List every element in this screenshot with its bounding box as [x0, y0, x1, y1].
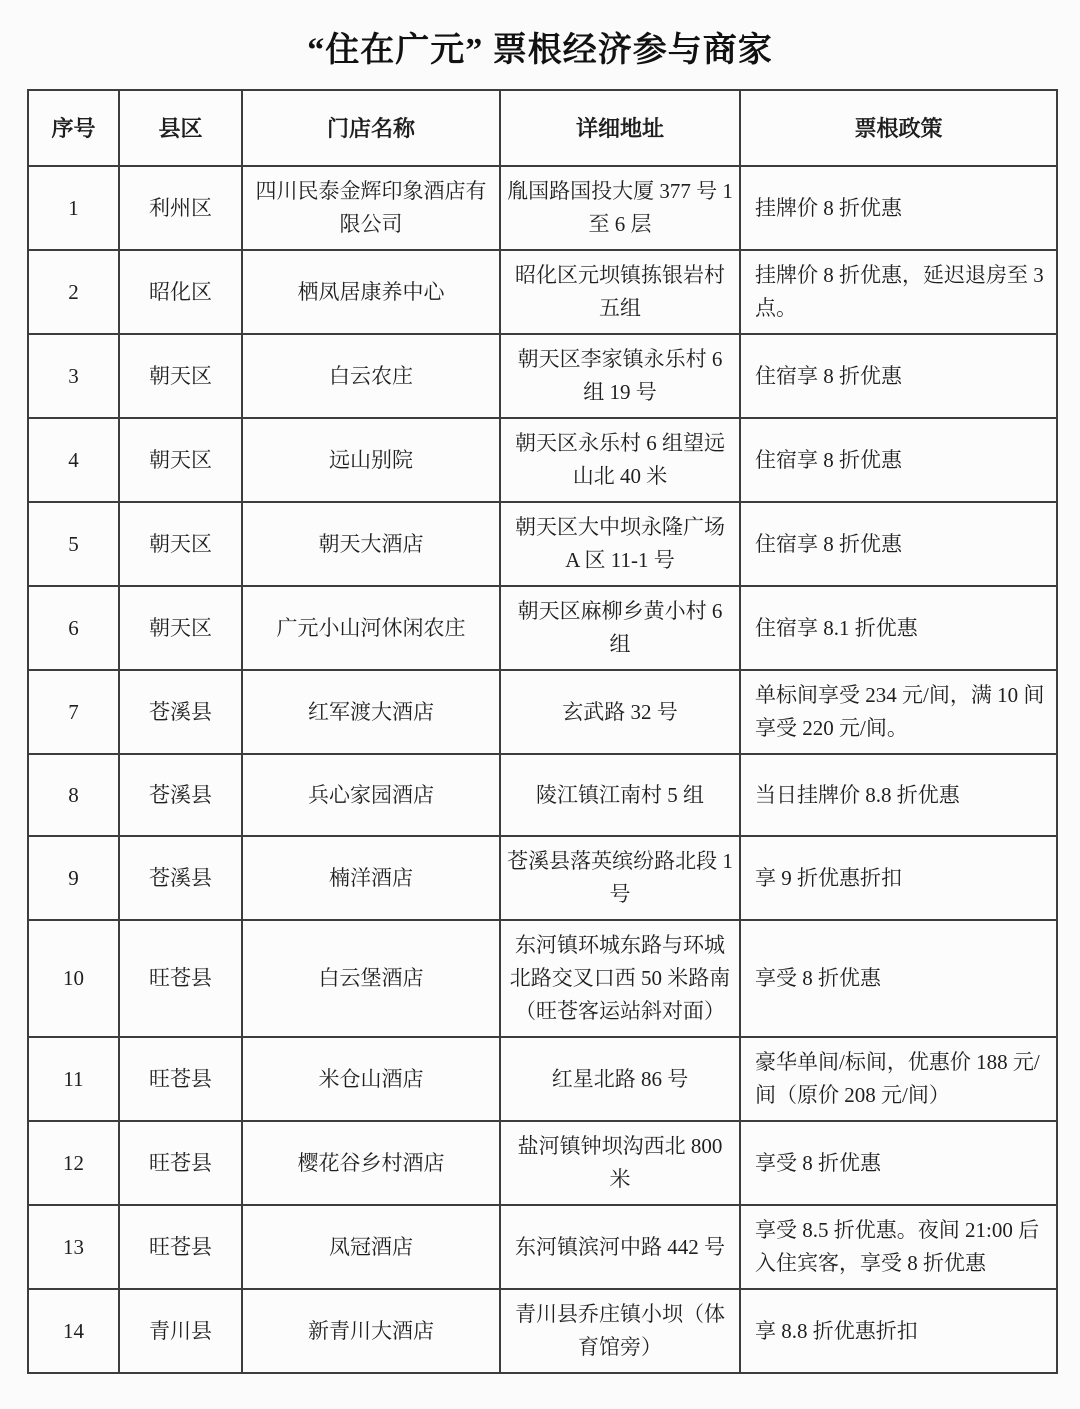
- cell-store-name: 广元小山河休闲农庄: [242, 586, 500, 670]
- cell-district: 利州区: [119, 166, 242, 250]
- header-address: 详细地址: [500, 90, 740, 166]
- cell-policy: 当日挂牌价 8.8 折优惠: [740, 754, 1057, 836]
- cell-district: 朝天区: [119, 418, 242, 502]
- cell-store-name: 红军渡大酒店: [242, 670, 500, 754]
- table-row: [28, 334, 1057, 418]
- cell-policy: 享受 8 折优惠: [740, 920, 1057, 1037]
- cell-store-name: 朝天大酒店: [242, 502, 500, 586]
- header-row: [28, 90, 1057, 166]
- cell-address: 朝天区大中坝永隆广场 A 区 11-1 号: [500, 502, 740, 586]
- page-title: “住在广元” 票根经济参与商家: [307, 32, 773, 69]
- table-row: [28, 250, 1057, 334]
- cell-address: 青川县乔庄镇小坝（体育馆旁）: [500, 1289, 740, 1373]
- table-row: [28, 586, 1057, 670]
- header-district: 县区: [119, 90, 242, 166]
- cell-serial-number: 2: [28, 250, 119, 334]
- cell-district: 昭化区: [119, 250, 242, 334]
- cell-policy: 单标间享受 234 元/间，满 10 间享受 220 元/间。: [740, 670, 1057, 754]
- header-name: 门店名称: [242, 90, 500, 166]
- cell-serial-number: 3: [28, 334, 119, 418]
- cell-district: 苍溪县: [119, 670, 242, 754]
- cell-address: 红星北路 86 号: [500, 1037, 740, 1121]
- table-row: [28, 754, 1057, 836]
- cell-store-name: 楠洋酒店: [242, 836, 500, 920]
- cell-address: 昭化区元坝镇拣银岩村五组: [500, 250, 740, 334]
- cell-store-name: 四川民泰金辉印象酒店有限公司: [242, 166, 500, 250]
- cell-serial-number: 7: [28, 670, 119, 754]
- cell-store-name: 白云农庄: [242, 334, 500, 418]
- cell-serial-number: 1: [28, 166, 119, 250]
- table-row: [28, 166, 1057, 250]
- cell-serial-number: 6: [28, 586, 119, 670]
- cell-serial-number: 5: [28, 502, 119, 586]
- cell-store-name: 樱花谷乡村酒店: [242, 1121, 500, 1205]
- table-row: [28, 1121, 1057, 1205]
- cell-address: 玄武路 32 号: [500, 670, 740, 754]
- cell-policy: 住宿享 8 折优惠: [740, 418, 1057, 502]
- cell-district: 旺苍县: [119, 1205, 242, 1289]
- cell-district: 朝天区: [119, 586, 242, 670]
- cell-district: 苍溪县: [119, 754, 242, 836]
- cell-serial-number: 8: [28, 754, 119, 836]
- cell-store-name: 白云堡酒店: [242, 920, 500, 1037]
- cell-address: 苍溪县落英缤纷路北段 1 号: [500, 836, 740, 920]
- header-no: 序号: [28, 90, 119, 166]
- cell-serial-number: 14: [28, 1289, 119, 1373]
- header-policy: 票根政策: [740, 90, 1057, 166]
- cell-store-name: 兵心家园酒店: [242, 754, 500, 836]
- table-row: [28, 836, 1057, 920]
- cell-district: 青川县: [119, 1289, 242, 1373]
- table-body: [28, 166, 1057, 1373]
- cell-address: 朝天区永乐村 6 组望远山北 40 米: [500, 418, 740, 502]
- cell-address: 朝天区李家镇永乐村 6 组 19 号: [500, 334, 740, 418]
- cell-district: 旺苍县: [119, 1037, 242, 1121]
- cell-store-name: 米仓山酒店: [242, 1037, 500, 1121]
- cell-address: 东河镇滨河中路 442 号: [500, 1205, 740, 1289]
- cell-serial-number: 11: [28, 1037, 119, 1121]
- cell-store-name: 凤冠酒店: [242, 1205, 500, 1289]
- cell-policy: 享受 8 折优惠: [740, 1121, 1057, 1205]
- cell-serial-number: 9: [28, 836, 119, 920]
- cell-policy: 住宿享 8.1 折优惠: [740, 586, 1057, 670]
- cell-policy: 豪华单间/标间，优惠价 188 元/间（原价 208 元/间）: [740, 1037, 1057, 1121]
- cell-policy: 享 9 折优惠折扣: [740, 836, 1057, 920]
- cell-store-name: 栖凤居康养中心: [242, 250, 500, 334]
- cell-address: 胤国路国投大厦 377 号 1 至 6 层: [500, 166, 740, 250]
- cell-serial-number: 13: [28, 1205, 119, 1289]
- cell-district: 朝天区: [119, 502, 242, 586]
- cell-serial-number: 10: [28, 920, 119, 1037]
- cell-policy: 享 8.8 折优惠折扣: [740, 1289, 1057, 1373]
- table-row: [28, 1037, 1057, 1121]
- cell-policy: 挂牌价 8 折优惠: [740, 166, 1057, 250]
- cell-address: 陵江镇江南村 5 组: [500, 754, 740, 836]
- cell-address: 朝天区麻柳乡黄小村 6 组: [500, 586, 740, 670]
- cell-store-name: 远山别院: [242, 418, 500, 502]
- cell-serial-number: 4: [28, 418, 119, 502]
- cell-policy: 挂牌价 8 折优惠，延迟退房至 3 点。: [740, 250, 1057, 334]
- cell-policy: 享受 8.5 折优惠。夜间 21:00 后入住宾客，享受 8 折优惠: [740, 1205, 1057, 1289]
- table-row: [28, 502, 1057, 586]
- cell-policy: 住宿享 8 折优惠: [740, 334, 1057, 418]
- cell-address: 东河镇环城东路与环城北路交叉口西 50 米路南（旺苍客运站斜对面）: [500, 920, 740, 1037]
- cell-serial-number: 12: [28, 1121, 119, 1205]
- cell-policy: 住宿享 8 折优惠: [740, 502, 1057, 586]
- cell-district: 旺苍县: [119, 1121, 242, 1205]
- table-row: [28, 920, 1057, 1037]
- cell-store-name: 新青川大酒店: [242, 1289, 500, 1373]
- cell-district: 朝天区: [119, 334, 242, 418]
- table-row: [28, 1289, 1057, 1373]
- table-row: [28, 670, 1057, 754]
- cell-district: 旺苍县: [119, 920, 242, 1037]
- table-header: [28, 90, 1057, 166]
- merchant-table: [27, 89, 1058, 1374]
- table-row: [28, 418, 1057, 502]
- table-row: [28, 1205, 1057, 1289]
- cell-district: 苍溪县: [119, 836, 242, 920]
- cell-address: 盐河镇钟坝沟西北 800 米: [500, 1121, 740, 1205]
